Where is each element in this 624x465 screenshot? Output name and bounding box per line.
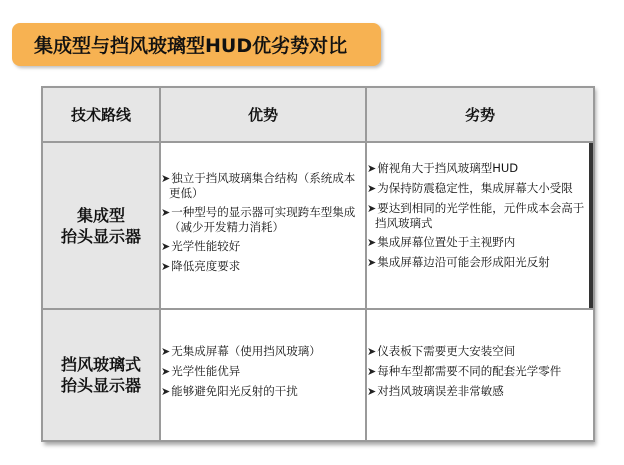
header-tech-route: 技术路线	[42, 87, 160, 142]
table-row	[42, 309, 594, 441]
list-item-text: 光学性能较好	[171, 239, 241, 253]
comparison-table	[41, 86, 595, 442]
bullet-arrow-icon: ➤	[367, 345, 377, 358]
row-label-line2: 抬头显示器	[60, 376, 141, 395]
comparison-table-container	[41, 86, 593, 442]
bullet-arrow-icon: ➤	[367, 162, 377, 175]
disadvantages-list	[367, 161, 593, 270]
list-item	[367, 201, 593, 230]
bullet-arrow-icon: ➤	[367, 365, 377, 378]
bullet-arrow-icon: ➤	[161, 172, 171, 185]
bullet-arrow-icon: ➤	[161, 240, 171, 253]
advantages-list	[161, 171, 365, 274]
advantages-cell	[160, 309, 366, 441]
list-item	[367, 161, 593, 176]
list-item-text: 要达到相同的光学性能，元件成本会高于挡风玻璃式	[375, 201, 585, 230]
list-item-text: 为保持防震稳定性，集成屏幕大小受限	[377, 181, 573, 195]
list-item-text: 一种型号的显示器可实现跨车型集成（减少开发精力消耗）	[169, 205, 356, 234]
row-label-windshield	[42, 309, 160, 441]
header-disadvantages: 劣势	[366, 87, 594, 142]
list-item	[367, 364, 593, 379]
list-item-text: 对挡风玻璃误差非常敏感	[377, 384, 504, 398]
bullet-arrow-icon: ➤	[367, 256, 377, 269]
bullet-arrow-icon: ➤	[161, 365, 171, 378]
bullet-arrow-icon: ➤	[161, 260, 171, 273]
row-label-line1: 集成型	[76, 205, 125, 225]
bullet-arrow-icon: ➤	[161, 385, 171, 398]
list-item	[161, 259, 365, 274]
list-item	[161, 364, 365, 379]
bullet-arrow-icon: ➤	[367, 182, 377, 195]
table-row	[42, 142, 594, 309]
disadvantages-cell	[366, 142, 594, 309]
list-item	[161, 384, 365, 399]
row-label-line2: 抬头显示器	[60, 226, 141, 246]
list-item-text: 无集成屏幕（使用挡风玻璃）	[171, 344, 321, 358]
list-item-text: 独立于挡风玻璃集合结构（系统成本更低）	[169, 171, 356, 200]
list-item	[367, 235, 593, 250]
list-item	[161, 171, 365, 200]
list-item	[161, 205, 365, 234]
list-item	[161, 239, 365, 254]
list-item-text: 俯视角大于挡风玻璃型HUD	[377, 161, 519, 175]
bullet-arrow-icon: ➤	[161, 345, 171, 358]
list-item	[367, 255, 593, 270]
list-item-text: 能够避免阳光反射的干扰	[171, 384, 298, 398]
list-item-text: 光学性能优异	[171, 364, 241, 378]
advantages-list	[161, 344, 365, 399]
disadvantages-list	[367, 344, 593, 399]
list-item	[367, 181, 593, 196]
disadvantages-cell	[366, 309, 594, 441]
row-label-line1: 挡风玻璃式	[60, 355, 141, 374]
table-header-row	[42, 87, 594, 142]
list-item	[367, 344, 593, 359]
page-title: 集成型与挡风玻璃型HUD优劣势对比	[34, 35, 348, 57]
bullet-arrow-icon: ➤	[367, 236, 377, 249]
advantages-cell	[160, 142, 366, 309]
list-item-text: 仪表板下需要更大安装空间	[377, 344, 516, 358]
bullet-arrow-icon: ➤	[367, 202, 377, 215]
list-item	[161, 344, 365, 359]
bullet-arrow-icon: ➤	[161, 206, 171, 219]
list-item-text: 集成屏幕位置处于主视野内	[377, 235, 516, 249]
bullet-arrow-icon: ➤	[367, 385, 377, 398]
list-item-text: 集成屏幕边沿可能会形成阳光反射	[377, 255, 550, 269]
header-advantages: 优势	[160, 87, 366, 142]
list-item-text: 每种车型都需要不同的配套光学零件	[377, 364, 562, 378]
list-item-text: 降低亮度要求	[171, 259, 241, 273]
list-item	[367, 384, 593, 399]
row-label-integrated	[42, 142, 160, 309]
